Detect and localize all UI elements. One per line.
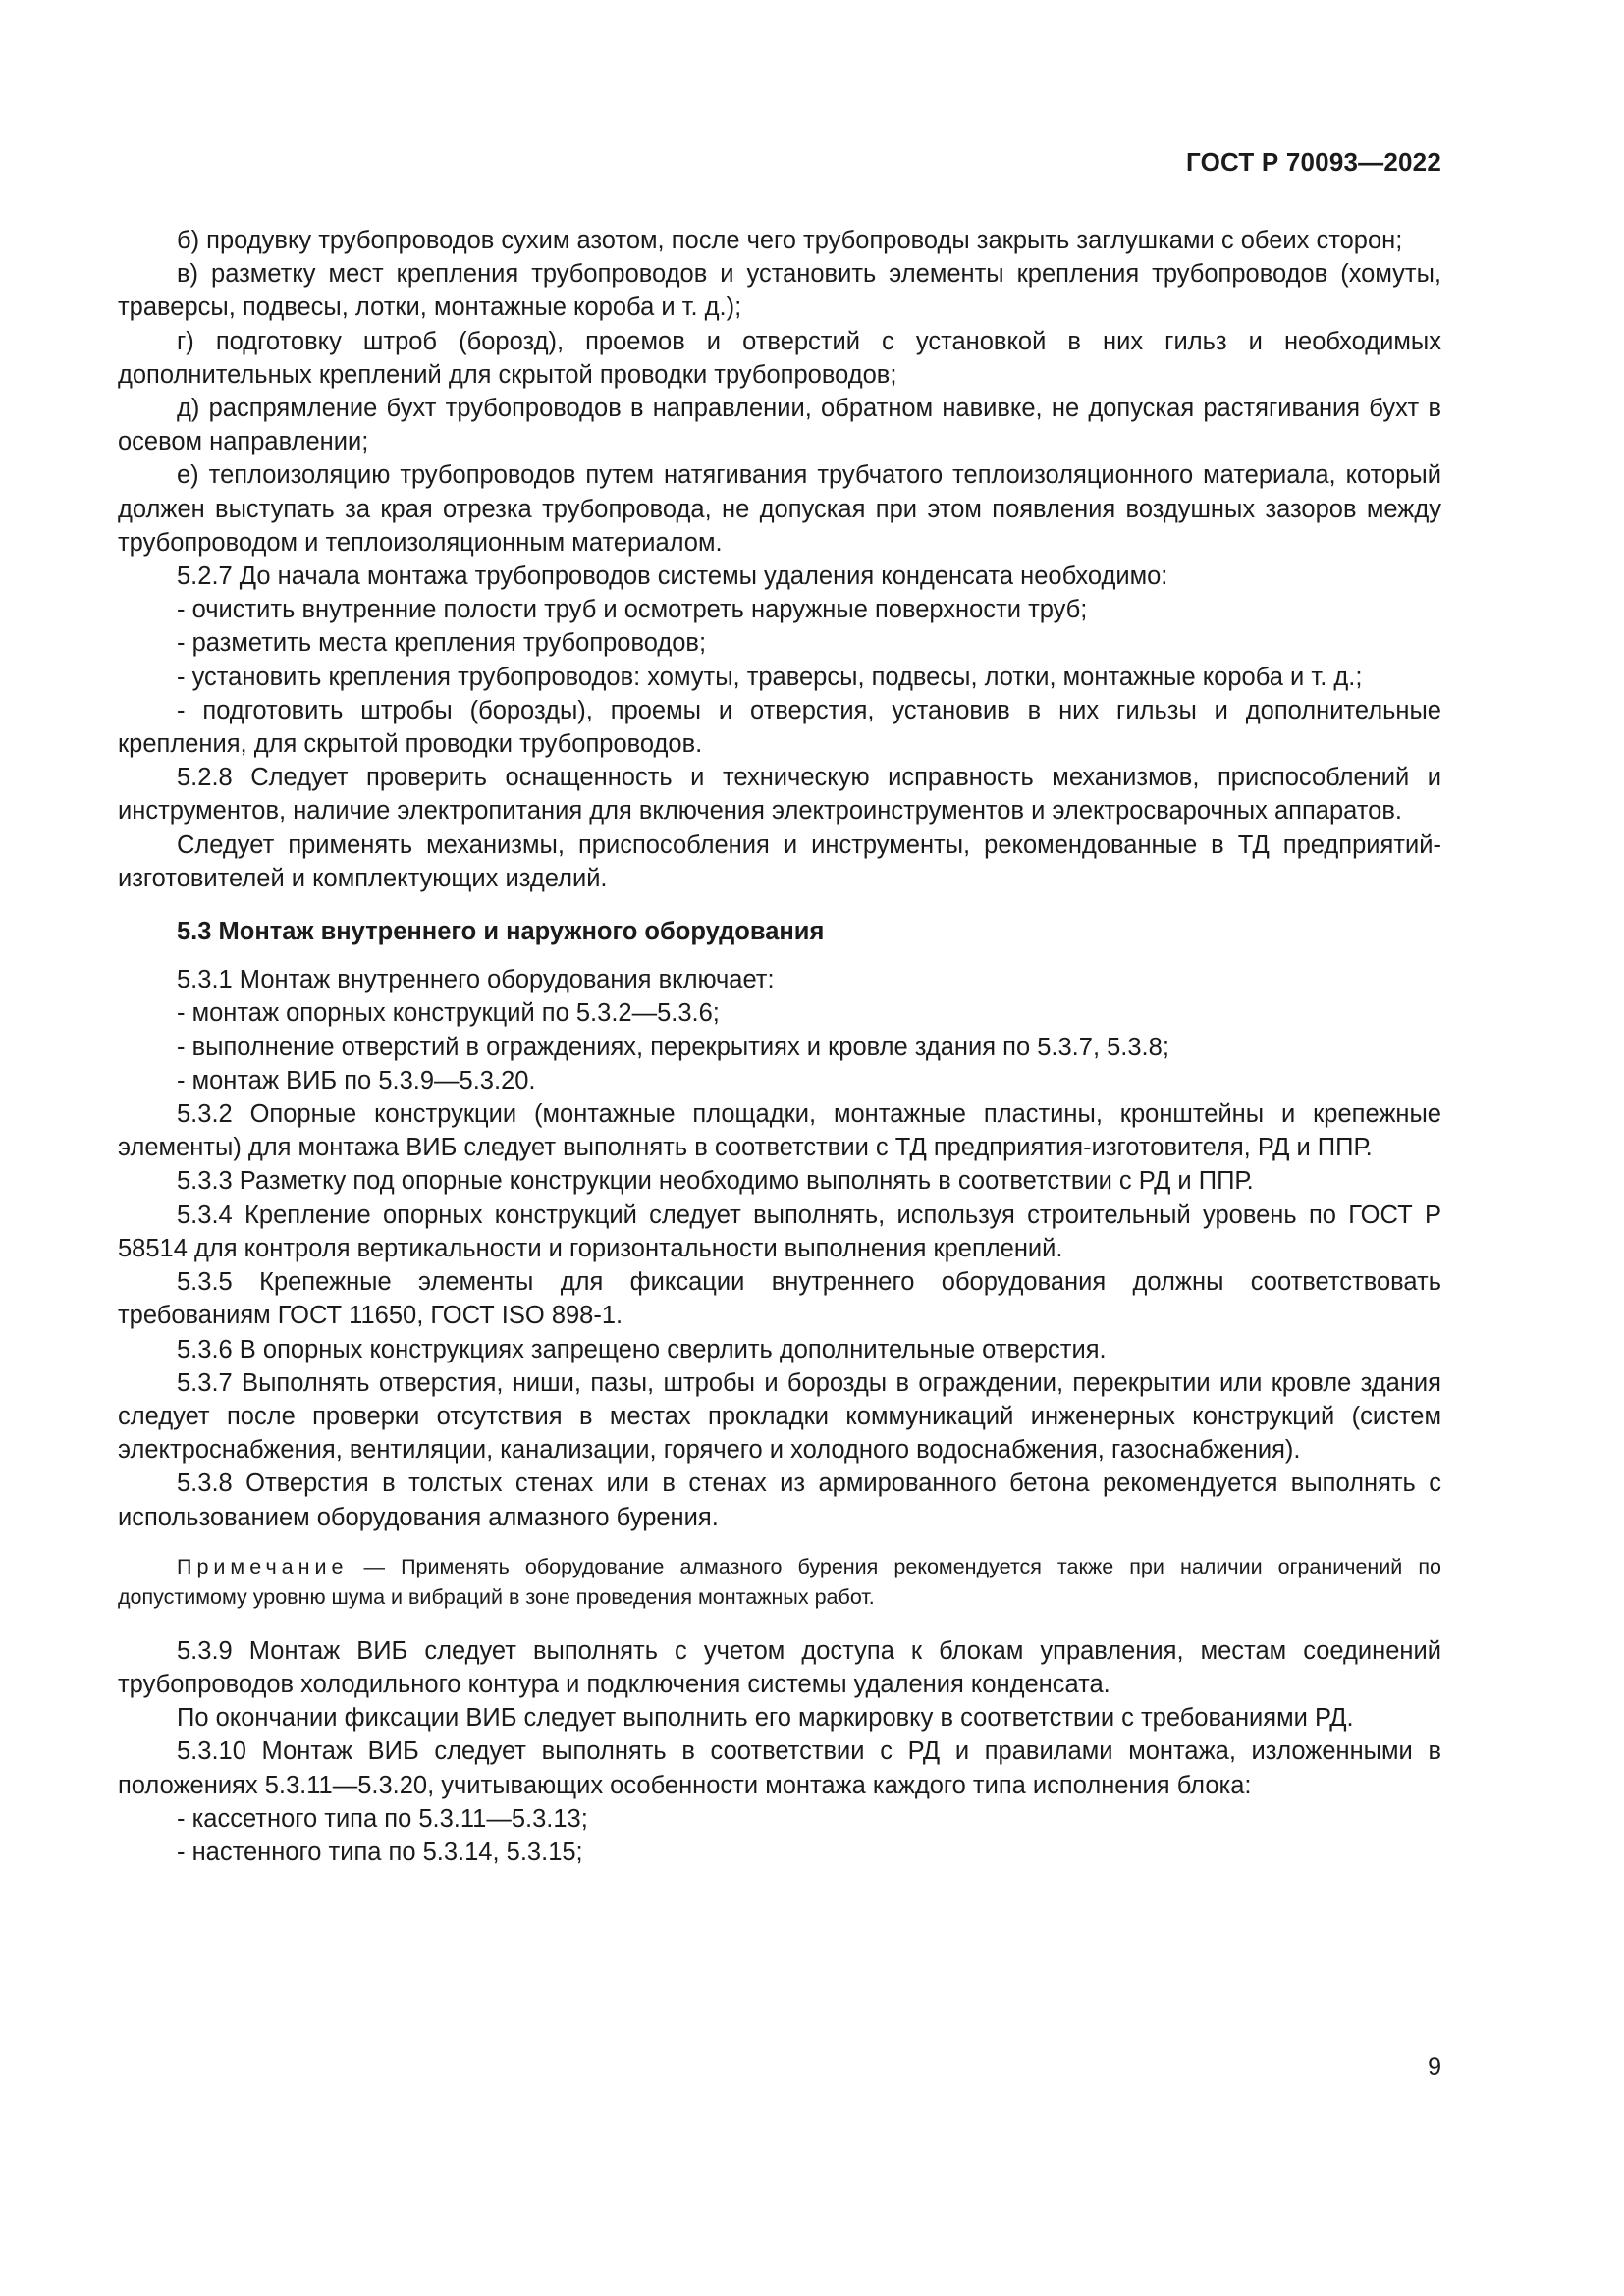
bullet-item: - монтаж опорных конструкций по 5.3.2—5.3.6; [177,999,720,1028]
clause-5-3-8: 5.3.8 Отверстия в толстых стенах или в стенах из армированного бетона рекомендуется выполнять с использованием оборудования алмазного бурения. [118,1469,1441,1531]
bullet-item: - монтаж ВИБ по 5.3.9—5.3.20. [177,1066,536,1095]
list-item-d: д) распрямление бухт трубопроводов в направлении, обратном навивке, не допуская растягивания бухт в осевом направлении; [118,395,1441,456]
page-body [118,224,1441,1869]
paragraph: Следует применять механизмы, приспособления и инструменты, рекомендованные в ТД предприятий-изготовителей и комплектующих изделий. [118,830,1441,892]
section-heading-5-3: 5.3 Монтаж внутреннего и наружного оборудования [177,918,825,946]
clause-5-2-8: 5.2.8 Следует проверить оснащенность и техническую исправность механизмов, приспособлений и инструментов, наличие электропитания для включения электроинструментов и электросварочных аппаратов. [118,764,1441,826]
clause-5-3-10: 5.3.10 Монтаж ВИБ следует выполнять в соответствии с РД и правилами монтажа, изложенными в положениях 5.3.11—5.3.20, учитывающих особенности монтажа каждого типа исполнения блока: [118,1737,1441,1799]
clause-5-3-5: 5.3.5 Крепежные элементы для фиксации внутреннего оборудования должны соответствовать требованиям ГОСТ 11650, ГОСТ ISO 898-1. [118,1268,1441,1330]
page-number: 9 [1428,2054,1441,2081]
clause-5-2-7: 5.2.7 До начала монтажа трубопроводов системы удаления конденсата необходимо: [177,562,1168,591]
bullet-item: - настенного типа по 5.3.14, 5.3.15; [177,1838,583,1866]
bullet-item: - выполнение отверстий в ограждениях, перекрытиях и кровле здания по 5.3.7, 5.3.8; [177,1033,1169,1061]
bullet-item: - разметить места крепления трубопроводов; [177,629,707,658]
clause-5-3-6: 5.3.6 В опорных конструкциях запрещено сверлить дополнительные отверстия. [177,1335,1107,1363]
clause-5-3-1: 5.3.1 Монтаж внутреннего оборудования включает: [177,966,775,994]
list-item-e: е) теплоизоляцию трубопроводов путем натягивания трубчатого теплоизоляционного материала, который должен выступать за края отрезка трубопровода, не допуская при этом появления воздушных зазоров между трубопроводом и теплоизоляционным материалом. [118,461,1441,557]
note-label: Примечание [177,1554,349,1578]
clause-5-3-2: 5.3.2 Опорные конструкции (монтажные площадки, монтажные пластины, кронштейны и крепежные элементы) для монтажа ВИБ следует выполнять в соответствии с ТД предприятия-изготовителя, РД и ППР. [118,1100,1441,1162]
list-item-v: в) разметку мест крепления трубопроводов и установить элементы крепления трубопроводов (хомуты, траверсы, подвесы, лотки, монтажные короба и т. д.); [118,260,1441,322]
bullet-item: - кассетного типа по 5.3.11—5.3.13; [177,1804,588,1833]
list-item-g: г) подготовку штроб (борозд), проемов и отверстий с установкой в них гильз и необходимых дополнительных креплений для скрытой проводки трубопроводов; [118,327,1441,389]
document-code: ГОСТ Р 70093—2022 [1186,147,1441,177]
clause-5-3-9: 5.3.9 Монтаж ВИБ следует выполнять с учетом доступа к блокам управления, местам соединений трубопроводов холодильного контура и подключения системы удаления конденсата. [118,1636,1441,1698]
clause-5-3-3: 5.3.3 Разметку под опорные конструкции необходимо выполнять в соответствии с РД и ППР. [177,1167,1254,1196]
clause-5-3-4: 5.3.4 Крепление опорных конструкций следует выполнять, используя строительный уровень по ГОСТ Р 58514 для контроля вертикальности и горизонтальности выполнения креплений. [118,1201,1441,1262]
note-text: — Применять оборудование алмазного бурения рекомендуется также при наличии ограничений по допустимому уровню шума и вибраций в зоне проведения монтажных работ. [118,1554,1441,1609]
bullet-item: - установить крепления трубопроводов: хомуты, траверсы, подвесы, лотки, монтажные короба и т. д.; [177,663,1363,691]
note [118,1552,1441,1613]
clause-5-3-7: 5.3.7 Выполнять отверстия, ниши, пазы, штробы и борозды в ограждении, перекрытии или кровле здания следует после проверки отсутствия в местах прокладки коммуникаций инженерных конструкций (систем электроснабжения, вентиляции, канализации, горячего и холодного водоснабжения, газоснабжения). [118,1368,1441,1465]
list-item-b: б) продувку трубопроводов сухим азотом, после чего трубопроводы закрыть заглушками с обеих сторон; [177,227,1403,254]
bullet-item: - подготовить штробы (борозды), проемы и отверстия, установив в них гильзы и дополнительные крепления, для скрытой проводки трубопроводов. [118,696,1441,759]
bullet-item: - очистить внутренние полости труб и осмотреть наружные поверхности труб; [177,596,1088,624]
paragraph: По окончании фиксации ВИБ следует выполнить его маркировку в соответствии с требованиями РД. [177,1704,1354,1733]
